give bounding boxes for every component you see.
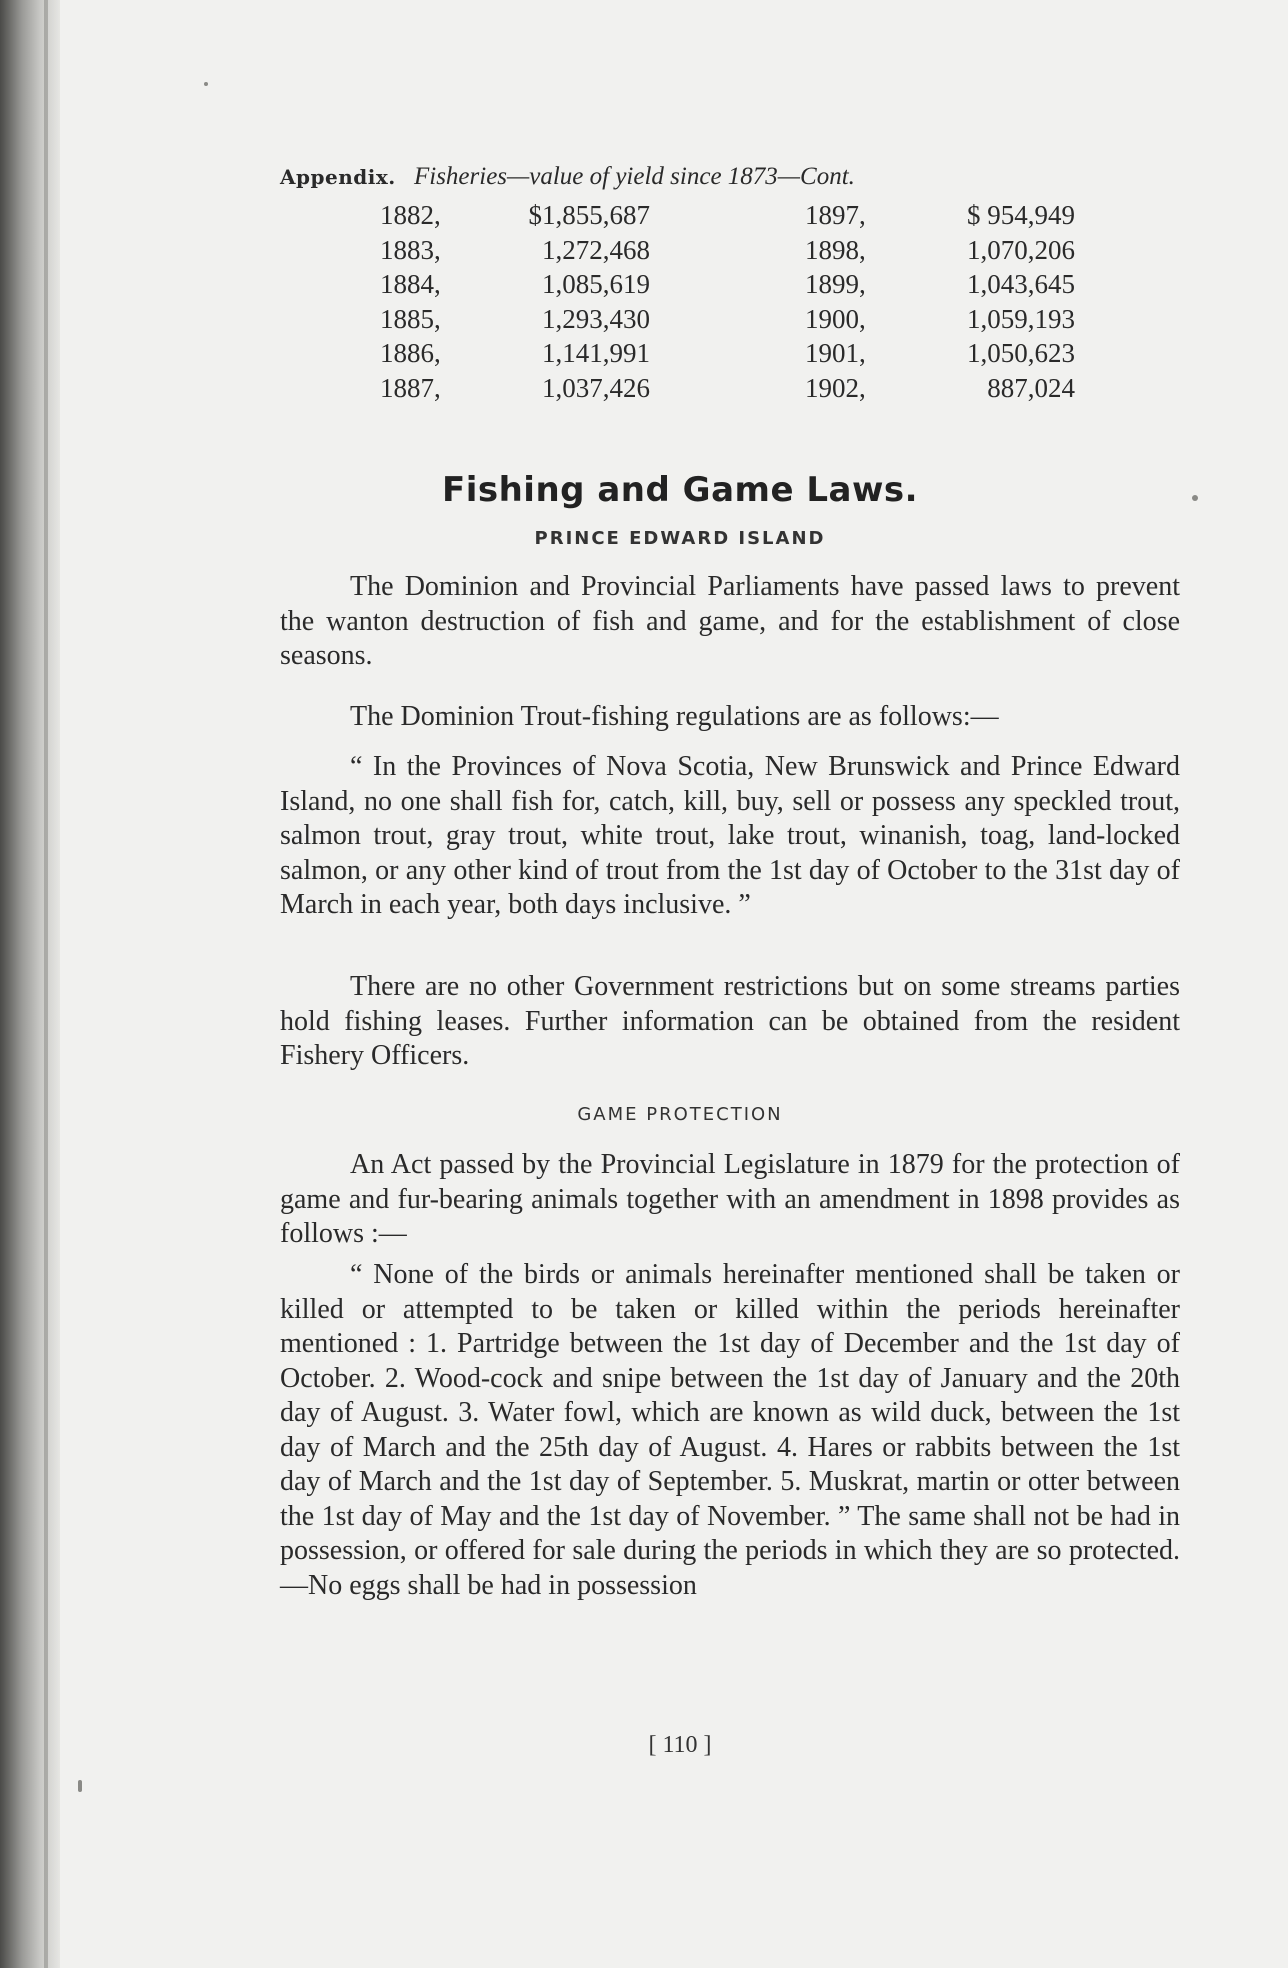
game-quote-paragraph: “ None of the birds or animals hereinafter mentioned shall be taken or killed or attempted to be taken or killed within the periods hereinafter mentioned : 1. Partridge between the 1st day of December and the 1st day of October. 2. Wood-cock and snipe between the 1st day of January and the 20th day of August. 3. Water fowl, which are known as wild duck, between the 1st day of March and the 25th day of August. 4. Hares or rabbits between the 1st day of March and the 1st day of September. 5. Muskrat, martin or otter between the 1st day of May and the 1st day of November. ” The same shall not be had in possession, or offered for sale during the periods in which they are so protected.—No eggs shall be had in possession bbox=[280, 1259, 1180, 1601]
paper-speck bbox=[1192, 495, 1198, 501]
table-row bbox=[805, 371, 1185, 406]
game-act-paragraph: An Act passed by the Provincial Legislature in 1879 for the protection of game and fur-bearing animals together with an amendment in 1898 provides as follows :— bbox=[280, 1149, 1180, 1249]
table-row bbox=[805, 302, 1185, 337]
year-cell: 1900, bbox=[805, 303, 866, 334]
table-row bbox=[805, 336, 1185, 371]
year-cell: 1902, bbox=[805, 372, 866, 403]
running-head-subtitle: Fisheries—value of yield since 1873—Cont. bbox=[413, 163, 855, 190]
yield-column-left bbox=[380, 198, 760, 406]
yield-table bbox=[280, 198, 1180, 408]
value-cell: $1,855,687 bbox=[528, 200, 650, 230]
table-row bbox=[805, 233, 1185, 268]
restrictions-paragraph: There are no other Government restrictions but on some streams parties hold fishing leases. Further information can be obtained from the resident Fishery Officers. bbox=[280, 971, 1180, 1071]
value-cell: 1,037,426 bbox=[542, 372, 650, 403]
yield-column-right bbox=[805, 198, 1185, 406]
table-row bbox=[380, 233, 760, 268]
value-cell: 1,141,991 bbox=[542, 338, 650, 369]
section-subheading: PRINCE EDWARD ISLAND bbox=[534, 528, 826, 549]
year-cell: 1885, bbox=[380, 303, 441, 334]
table-row bbox=[805, 198, 1185, 233]
year-cell: 1899, bbox=[805, 269, 866, 300]
year-cell: 1882, bbox=[380, 200, 441, 230]
trout-intro-paragraph: The Dominion Trout-fishing regulations are as follows:— bbox=[350, 701, 999, 732]
intro-paragraph: The Dominion and Provincial Parliaments have passed laws to prevent the wanton destruction of fish and game, and for the establishment of close seasons. bbox=[280, 571, 1180, 671]
value-cell: 1,043,645 bbox=[967, 269, 1075, 300]
running-head-label: Appendix. bbox=[280, 165, 396, 189]
year-cell: 1886, bbox=[380, 338, 441, 369]
game-protection-heading: GAME PROTECTION bbox=[577, 1104, 783, 1125]
table-row bbox=[380, 198, 760, 233]
table-row bbox=[805, 267, 1185, 302]
year-cell: 1901, bbox=[805, 338, 866, 369]
value-cell: 1,272,468 bbox=[542, 234, 650, 265]
table-row bbox=[380, 371, 760, 406]
table-row bbox=[380, 336, 760, 371]
value-cell: 1,059,193 bbox=[967, 303, 1075, 334]
year-cell: 1897, bbox=[805, 200, 866, 230]
value-cell: $ 954,949 bbox=[967, 200, 1075, 230]
value-cell: 1,070,206 bbox=[967, 234, 1075, 265]
trout-quote-paragraph: “ In the Provinces of Nova Scotia, New Brunswick and Prince Edward Island, no one shall fish for, catch, kill, buy, sell or possess any speckled trout, salmon trout, gray trout, white trout, lake trout, winanish, toag, land-locked salmon, or any other kind of trout from the 1st day of October to the 31st day of March in each year, both days inclusive. ” bbox=[280, 751, 1180, 920]
section-title: Fishing and Game Laws. bbox=[441, 470, 919, 510]
table-row bbox=[380, 302, 760, 337]
page-content bbox=[280, 160, 1180, 1758]
book-spine bbox=[0, 0, 60, 1968]
year-cell: 1887, bbox=[380, 372, 441, 403]
page-number: [ 110 ] bbox=[648, 1732, 712, 1758]
value-cell: 1,085,619 bbox=[542, 269, 650, 300]
running-head bbox=[280, 160, 1180, 194]
paper-speck bbox=[78, 1780, 82, 1792]
year-cell: 1884, bbox=[380, 269, 441, 300]
year-cell: 1898, bbox=[805, 234, 866, 265]
value-cell: 1,050,623 bbox=[967, 338, 1075, 369]
table-row bbox=[380, 267, 760, 302]
value-cell: 1,293,430 bbox=[542, 303, 650, 334]
spine-edge bbox=[44, 0, 48, 1968]
year-cell: 1883, bbox=[380, 234, 441, 265]
paper-speck bbox=[204, 82, 208, 86]
value-cell: 887,024 bbox=[987, 372, 1075, 403]
